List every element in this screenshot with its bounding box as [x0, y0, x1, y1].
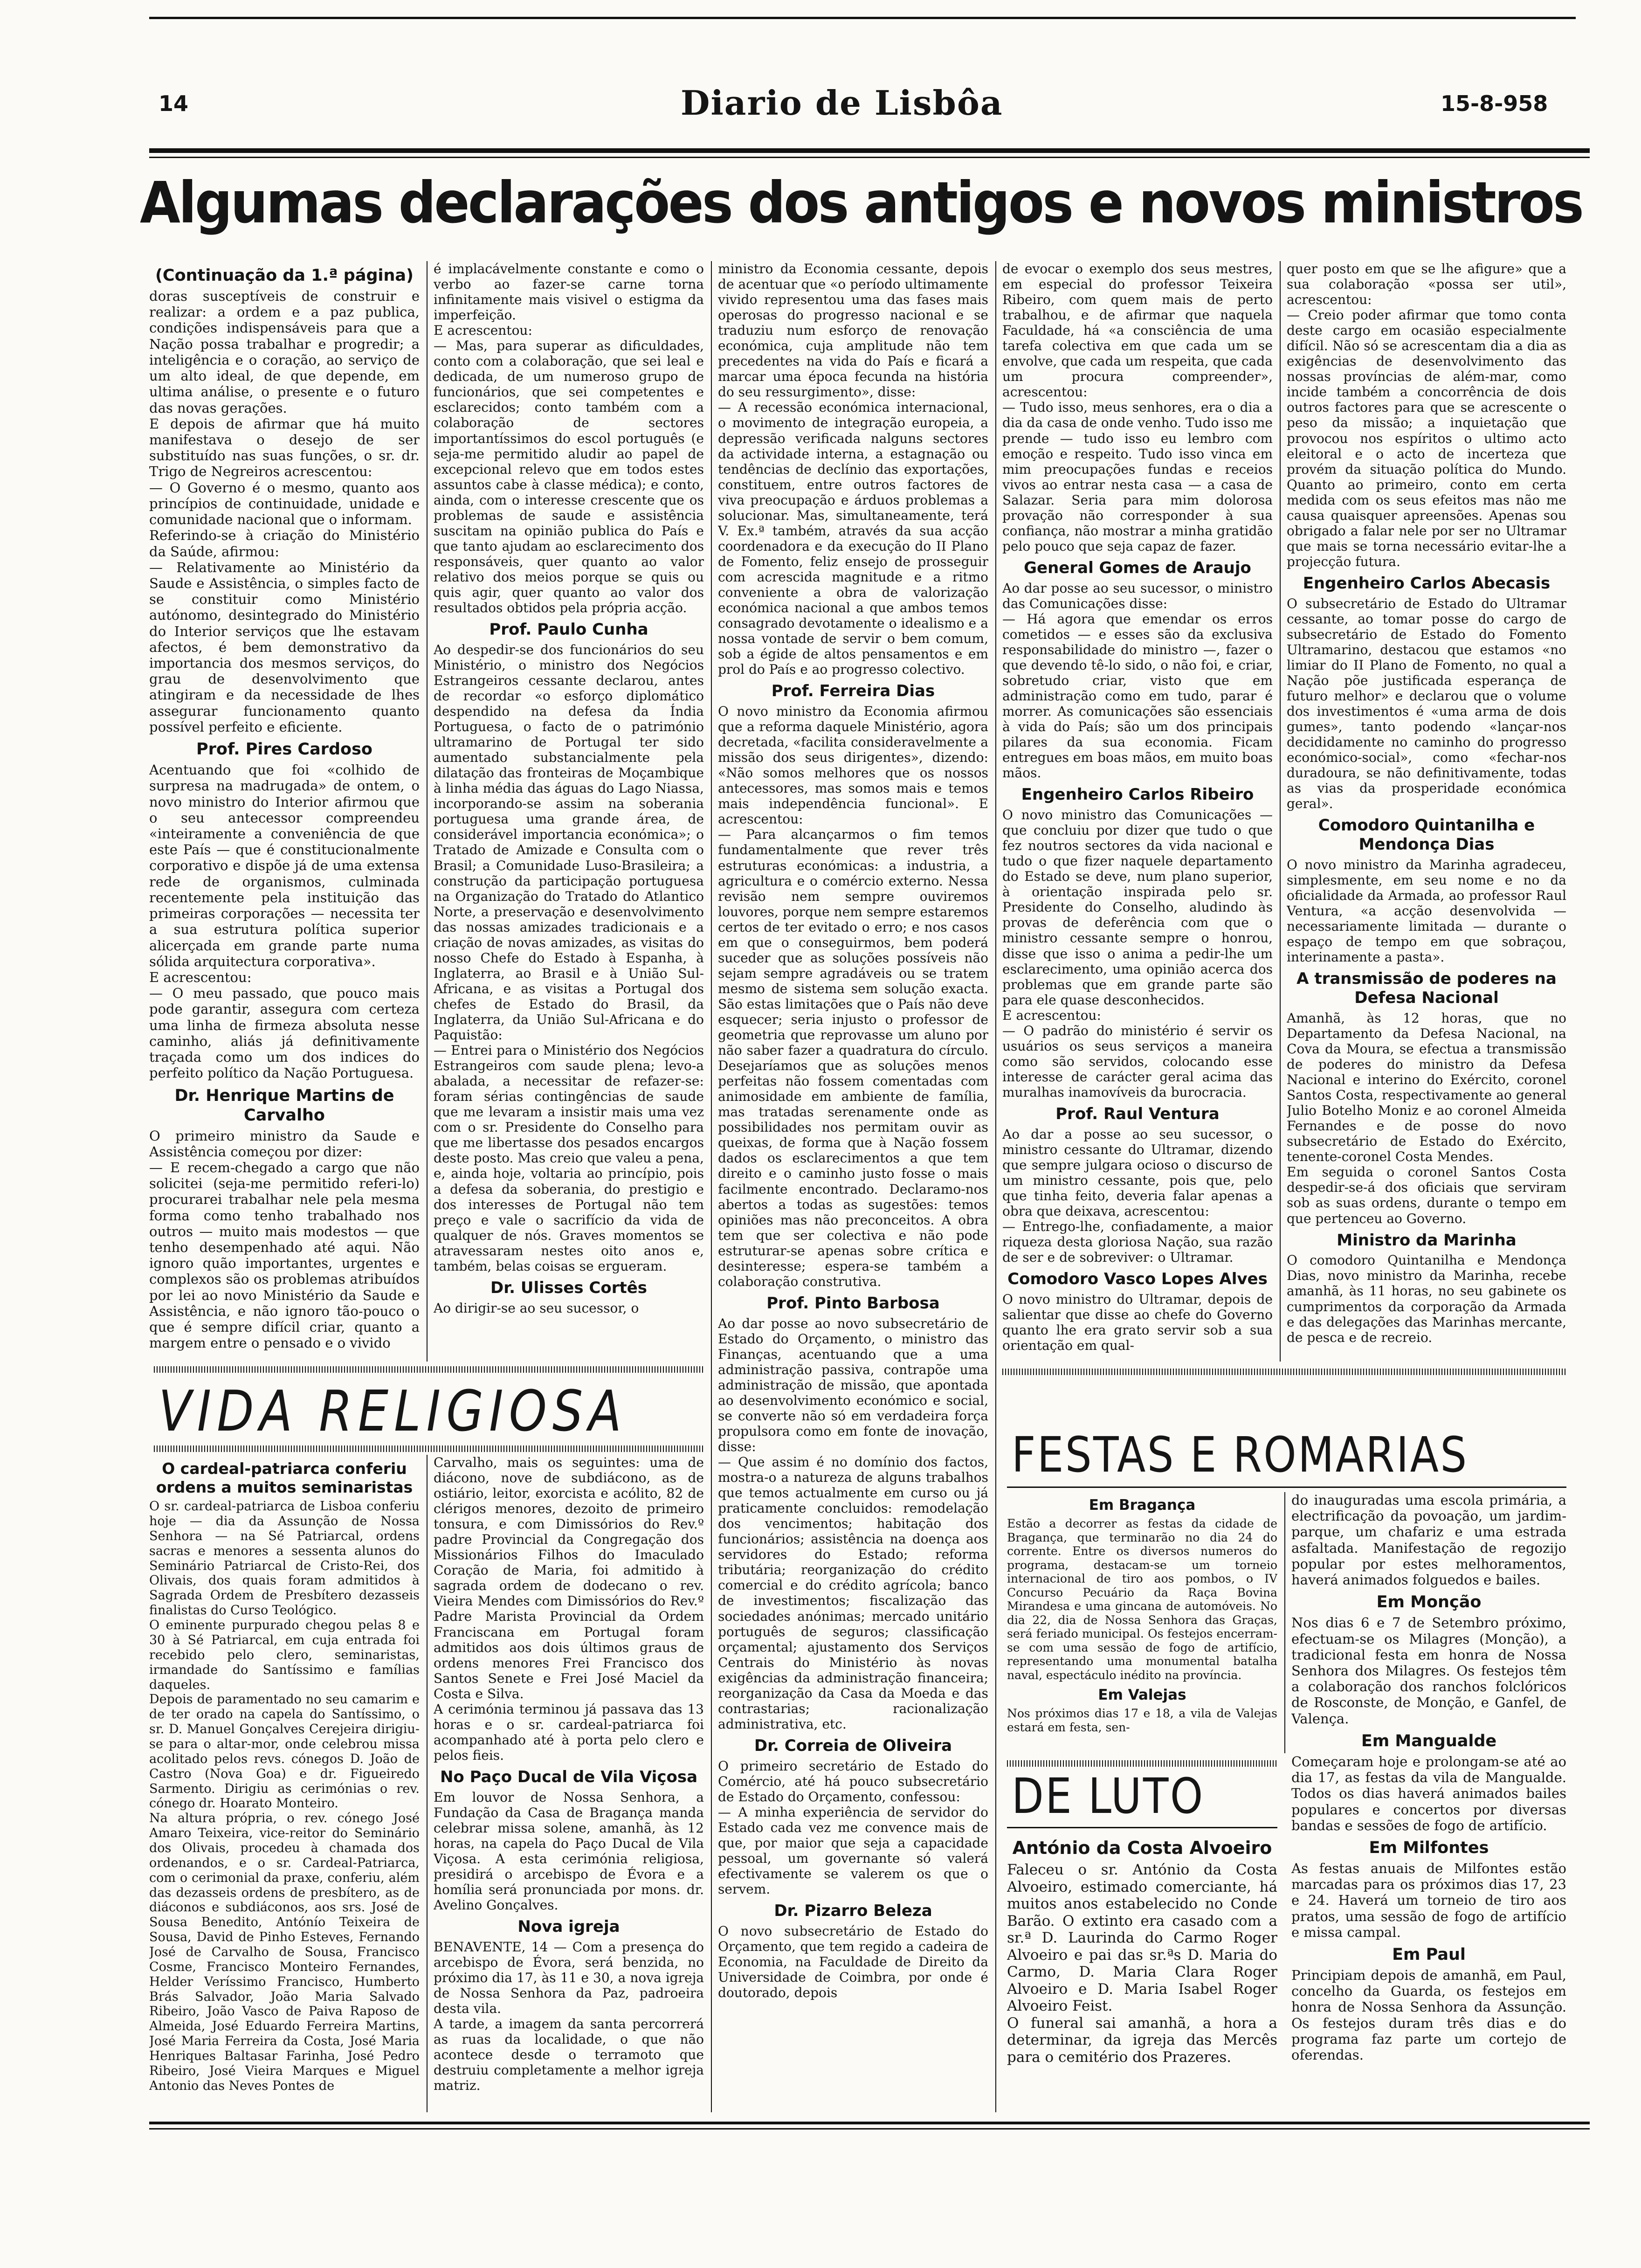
section-subheading: Prof. Pinto Barbosa — [766, 1293, 940, 1313]
article-paragraph: O novo ministro da Marinha agradeceu, simplesmente, em seu nome e no da oficialidade da Armada, ao professor Raul Ventura, «a acção desenvolvida — necessariamente limitada — durante o espaço de tempo em que sobraçou, interinamente a pasta». — [1287, 857, 1566, 965]
festas-col-1 — [1007, 1492, 1277, 1753]
article-paragraph: Começaram hoje e prolongam-se até ao dia 17, as festas da vila de Mangualde. Todos os dias haverá animados bailes populares e concertos por diversas bandas e sessões de fogo de artifício. — [1291, 1753, 1566, 1833]
section-subheading: Prof. Ferreira Dias — [771, 682, 935, 701]
festas-banner: FESTAS E ROMARIAS — [1012, 1426, 1469, 1483]
article-paragraph: O subsecretário de Estado do Ultramar cessante, ao tomar posse do cargo de subsecretário de Estado do Fomento Ultramarino, destacou que estamos «no limiar do II Plano de Fomento, no qual a Nação põe justificada esperança de futuro melhor» e declarou que o volume dos investimentos é «uma arma de dois gumes», tanto podendo «lançar-nos decididamente no caminho do progresso económico-social», como «fechar-nos duradoura, se não definitivamente, todas as vias da prosperidade económica geral». — [1287, 595, 1566, 812]
article-paragraph: BENAVENTE, 14 — Com a presença do arcebispo de Évora, será benzida, no próximo dia 17, às 11 e 30, a nova igreja de Nossa Senhora da Paz, padroeira desta vila. A tarde, a imagem da santa percorrerá as ruas da localidade, o que não acontece desde o terramoto que destruiu completamente a melhor igreja matriz. — [434, 1939, 704, 2094]
article-paragraph: Faleceu o sr. António da Costa Alvoeiro, estimado comerciante, há muitos anos estabelecido no Conde Barão. O extinto era casado com a sr.ª D. Laurinda do Carmo Roger Alvoeiro e pai das sr.ªs D. Maria do Carmo, D. Maria Clara Roger Alvoeiro e D. Maria Isabel Roger Alvoeiro Feist. O funeral sai amanhã, a hora a determinar, da igreja das Mercês para o cemitério dos Prazeres. — [1007, 1861, 1277, 2066]
section-subheading: A transmissão de poderes na Defesa Nacional — [1296, 969, 1557, 1008]
article-paragraph: do inauguradas uma escola primária, a electrificação da povoação, um jardim-parque, um chafariz e uma estrada asfaltada. Manifestação de regozijo popular por estes melhoramentos, haverá animados folguedos e bailes. — [1291, 1492, 1566, 1588]
vida-religiosa-bottom-border — [154, 1445, 704, 1452]
article-paragraph: de evocar o exemplo dos seus mestres, em especial do professor Teixeira Ribeiro, com quem mais de perto trabalhou, e de afirmar que naquela Faculdade, há «a consciência de uma tarefa colectiva em que cada um se envolve, que cada um respeita, que cada um procura compreender», acrescentou: — Tudo isso, meus senhores, era o dia a dia da casa de onde venho. Tudo isso me prende — tudo isso eu lembro com emoção e respeito. Tudo isso vinca em mim preocupações fundas e receios vivos ao entrar nesta casa — a casa de Salazar. Seria para mim dolorosa provação não corresponder à sua confiança, não mostrar a minha gratidão pelo pouco que seja capaz de fazer. — [1002, 261, 1273, 554]
article-paragraph: O primeiro ministro da Saude e Assistência começou por dizer: — E recem-chegado a cargo que não solicitei (seja-me permitido referi-lo) procurarei trabalhar nele pela mesma forma como tenho trabalhado nos outros — muito mais modestos — que tenho desempenhado até aqui. Não ignoro quão importantes, urgentes e complexos são os problemas atribuídos por lei ao novo Ministério da Saude e Assistência, e não ignoro tão-pouco o que é sempre difícil criar, quanto a margem entre o pensado e o vivido — [149, 1127, 420, 1351]
article-paragraph: quer posto em que se lhe afigure» que a sua colaboração «possa ser util», acrescentou: — Creio poder afirmar que tomo conta deste cargo em ocasião especialmente difícil. Não só se acrescentam dia a dia as exigências de desenvolvimento das nossas províncias de além-mar, como incide também a concorrência de dois outros factores para que se acrescente o peso da missão; a inquietação que provocou nos espíritos o ultimo acto eleitoral e o acto de incerteza que provém da situação política do Mundo. Quanto ao primeiro, conto em certa medida com os seus efeitos mas não me causa quaisquer apreensões. Apenas sou obrigado a falar nele por ser no Ultramar que mais se torna necessário evitar-lhe a projecção futura. — [1287, 261, 1566, 569]
newspaper-title: Diario de Lisbôa — [681, 83, 1003, 123]
article-paragraph: O novo ministro da Economia afirmou que a reforma daquele Ministério, agora decretada, «facilita consideravelmente a missão dos seus dirigentes», dizendo: «Não somos melhores que os nossos antecessores, mas somos mais e temos mais independência funcional». E acrescentou: — Para alcançarmos o fim temos fundamentalmente que rever três estruturas económicas: a industria, a agricultura e o comércio externo. Nessa revisão nem sempre ouviremos louvores, porque nem sempre estaremos certos de ter evitado o erro; e nos casos em que o conseguirmos, bem poderá suceder que as soluções possíveis não sejam sempre agradáveis ou se tratem mesmo de sistema sem solução exacta. São estas limitações que o País não deve esquecer; seria injusto o professor de geometria que reprovasse um aluno por não saber fazer a quadratura do círculo. Desejaríamos que as soluções menos perfeitas não fossem comentadas com animosidade em ambiente de família, mas tratadas serenamente onde as possibilidades nos permitam ouvir as queixas, de forma que à Nação fossem dados os esclarecimentos a que tem direito e o caminho justo fosse o mais facilmente encontrado. Declaramo-nos abertos a todas as sugestões: temos opiniões mas não preconceitos. A obra tem que ser colectiva e não pode estruturar-se apenas sobre crítica e desinteresse; espera-se também a colaboração construtiva. — [718, 704, 988, 1289]
section-subheading: Prof. Paulo Cunha — [489, 620, 648, 639]
article-paragraph: Ao dirigir-se ao seu sucessor, o — [434, 1300, 639, 1316]
vida-religiosa-top-border — [154, 1366, 704, 1373]
article-paragraph: O novo ministro das Comunicações — que concluiu por dizer que tudo o que fez noutros sectores da vida nacional e tudo o que fizer naquele departamento do Estado se deve, num plano superior, à orientação inspirada pelo sr. Presidente do Conselho, aludindo às provas de deferência com que o ministro cessante sempre o honrou, disse que isso o anima a pedir-lhe um esclarecimento, uma opinião acerca dos problemas que em grande parte são para ele quase desconhecidos. E acrescentou: — O padrão do ministério é servir os usuários os seus serviços a maneira como são servidos, colocando esse interesse de carácter geral acima das muralhas inamovíveis da burocracia. — [1002, 807, 1273, 1100]
section-subheading: Em Monção — [1376, 1593, 1482, 1612]
page-number: 14 — [159, 91, 189, 116]
article-paragraph: O novo ministro do Ultramar, depois de salientar que disse ao chefe do Governo quanto lhe era grato servir sob a sua orientação em qual- — [1002, 1292, 1273, 1354]
section-subheading: António da Costa Alvoeiro — [1012, 1838, 1272, 1858]
section-subheading: Prof. Raul Ventura — [1055, 1104, 1220, 1123]
luto-underline — [1007, 1827, 1277, 1828]
main-col-4 — [1002, 261, 1273, 1362]
article-paragraph: Nos próximos dias 17 e 18, a vila de Valejas estará em festa, sen- — [1007, 1707, 1277, 1734]
article-paragraph: O novo subsecretário de Estado do Orçamento, que tem regido a cadeira de Economia, na Faculdade de Direito da Universidade de Coimbra, por onde é doutorado, depois — [718, 1923, 988, 2001]
main-col-5 — [1287, 261, 1566, 1362]
section-subheading: Em Paul — [1392, 1945, 1466, 1964]
luto-top-border — [1007, 1760, 1277, 1767]
religiosa-col-1 — [149, 1455, 420, 2112]
section-subheading: No Paço Ducal de Vila Viçosa — [440, 1767, 698, 1786]
section-subheading: Ministro da Marinha — [1337, 1231, 1517, 1250]
article-paragraph: doras susceptíveis de construir e realizar: a ordem e a paz publica, condições indispensáveis para que a Nação possa trabalhar e progredir; a inteligência e o coração, ao serviço de um alto ideal, de que depende, em ultima análise, o presente e o futuro das novas gerações. E depois de afirmar que há muito manifestava o desejo de ser substituído nas suas funções, o sr. dr. Trigo de Negreiros acrescentou: — O Governo é o mesmo, quanto aos princípios de continuidade, unidade e comunidade nacional que o informam. Referindo-se à criação do Ministério da Saúde, afirmou: — Relativamente ao Ministério da Saude e Assistência, o simples facto de se constituir como Ministério autónomo, desintegrado do Ministério do Interior serviços que lhe estavam afectos, é bem demonstrativo da importancia dos mesmos serviços, do grau de desenvolvimento que atingiram e da necessidade de lhes assegurar funcionamento quanto possível perfeito e eficiente. — [149, 288, 420, 735]
article-paragraph: O sr. cardeal-patriarca de Lisboa conferiu hoje — dia da Assunção de Nossa Senhora — na Sé Patriarcal, ordens sacras e menores a sessenta alunos do Seminário Patriarcal de Cristo-Rei, dos Olivais, dos quais foram admitidos à Sagrada Ordem de Presbítero dezasseis finalistas do Curso Teológico. O eminente purpurado chegou pelas 8 e 30 à Sé Patriarcal, em cuja entrada foi recebido pelo clero, seminaristas, irmandade do Santíssimo e famílias daqueles. Depois de paramentado no seu camarim e de ter orado na capela do Santíssimo, o sr. D. Manuel Gonçalves Cerejeira dirigiu-se para o altar-mor, onde celebrou missa acolitado pelos revs. cónegos D. João de Castro (Nova Goa) e dr. Figueiredo Sarmento. Dirigiu as cerimónias o rev. cónego dr. Hoarato Monteiro. Na altura própria, o rev. cónego José Amaro Teixeira, vice-reitor do Seminário dos Olivais, procedeu à chamada dos ordenandos, e o sr. Cardeal-Patriarca, com o cerimonial da praxe, conferiu, além das dezasseis ordens de presbítero, as de diáconos e subdiáconos, aos srs. José de Sousa Benedito, Antónío Teixeira de Sousa, David de Pinho Esteves, Fernando José de Carvalho de Sousa, Francisco Cosme, Francisco Monteiro Fernandes, Helder Veríssimo Francisco, Humberto Brás Salvador, João Maria Salvado Ribeiro, João Vasco de Paiva Raposo de Almeida, José Eduardo Ferreira Martins, José Maria Ferreira da Costa, José Maria Henriques Baltasar Farinha, José Pedro Ribeiro, José Vieira Marques e Miguel Antonio das Neves Pontes de — [149, 1499, 420, 2093]
festas-underline — [1007, 1487, 1566, 1488]
section-subheading: Em Milfontes — [1369, 1838, 1489, 1857]
section-subheading: (Continuação da 1.ª página) — [155, 266, 414, 285]
article-paragraph: Ao dar posse ao seu sucessor, o ministro das Comunicações disse: — Há agora que emendar os erros cometidos — e esses são da exclusiva responsabilidade do ministro —, fazer o que devendo tê-lo sido, o não foi, e criar, sobretudo criar, visto que em administração como em tudo, parar é morrer. As comunicações são essenciais à vida do País; são um dos principais pilares da sua economia. Ficam entregues em boas mãos, em muito boas mãos. — [1002, 580, 1273, 781]
festas-top-border — [1002, 1369, 1566, 1375]
luto-banner: DE LUTO — [1012, 1768, 1205, 1825]
column-rule — [995, 261, 996, 2112]
section-subheading: Em Mangualde — [1361, 1731, 1497, 1750]
main-col-3 — [718, 261, 988, 2112]
section-subheading: O cardeal-patriarca conferiu ordens a muitos seminaristas — [156, 1459, 413, 1496]
article-paragraph: Carvalho, mais os seguintes: uma de diácono, nove de subdiácono, as de ostiário, leitor, exorcista e acólito, 82 de clérigos menores, dezoito de primeiro tonsura, e com Dimissórios do Rev.º padre Provincial da Congregação dos Missionários Filhos do Imaculado Coração de Maria, foi admitido à sagrada ordem de dodecano o rev. Vieira Mendes com Dimissórios do Rev.º Padre Marista Provincial da Ordem Franciscana em Portugal foram admitidos aos dois últimos graus de ordens menores Frei Francisco dos Santos Senete e Frei José Maciel da Costa e Silva. A cerimónia terminou já passava das 13 horas e o sr. cardeal-patriarca foi acompanhado até à porta pelo clero e pelos fieis. — [434, 1455, 704, 1763]
bottom-rule-thick — [149, 2122, 1590, 2124]
section-subheading: Prof. Pires Cardoso — [196, 740, 372, 759]
luto-col — [1007, 1832, 1277, 2112]
article-paragraph: Ao dar a posse ao seu sucessor, o ministro cessante do Ultramar, dizendo que sempre julgara ocioso o discurso de um ministro cessante, pois que, pelo que tinha feito, deveria falar apenas a obra que deixava, acrescentou: — Entrego-lhe, confiadamente, a maior riqueza desta gloriosa Nação, sua razão de ser e de sobreviver: o Ultramar. — [1002, 1126, 1273, 1265]
main-col-1 — [149, 261, 420, 1362]
section-subheading: Dr. Ulisses Cortês — [490, 1278, 648, 1297]
top-rule — [149, 17, 1576, 19]
masthead-rule-thin — [149, 157, 1590, 158]
section-subheading: Comodoro Quintanilha e Mendonça Dias — [1318, 816, 1535, 854]
column-rule — [711, 261, 712, 2112]
article-paragraph: é implacávelmente constante e como o verbo ao fazer-se carne torna infinitamente mais visivel o estigma da imperfeição. E acrescentou: — Mas, para superar as dificuldades, conto com a colaboração, que sei leal e dedicada, de um numeroso grupo de funcionários, que sei competentes e esclarecidos; conto também com a colaboração de sectores importantíssimos do escol português (e seja-me permitido aludir ao papel de excepcional relevo que em todos estes assuntos cabe à classe médica); e conto, ainda, com o interesse crescente que os problemas de saude e assistência suscitam na opinião publica do País e que tanto ajudam ao esclarecimento dos responsáveis, quer quanto ao valor relativo dos meios porque se quis ou quis agir, quer quanto ao valor dos resultados obtidos pela própria acção. — [434, 261, 704, 616]
section-subheading: Engenheiro Carlos Abecasis — [1303, 574, 1551, 593]
article-paragraph: Ao despedir-se dos funcionários do seu Ministério, o ministro dos Negócios Estrangeiros cessante declarou, antes de recordar «o esforço diplomático despendido na defesa da Índia Portuguesa, o facto de o património ultramarino de Portugal ter sido aumentado substancialmente pela dilatação das fronteiras de Moçambique à linha média das águas do Lago Niassa, incorporando-se assim na soberania portuguesa uma grande área, de considerável importancia económica»; o Tratado de Amizade e Consulta com o Brasil; a Comunidade Luso-Brasileira; a construção da participação portuguesa na Organização do Tratado do Atlantico Norte, a preservação e desenvolvimento das nossas amizades tradicionais e a criação de novas amizades, as visitas do nosso Chefe do Estado à Espanha, à Inglaterra, ao Brasil e à União Sul-Africana, e as visitas a Portugal dos chefes de Estado do Brasil, da Inglaterra, da União Sul-Africana e do Paquistão: — Entrei para o Ministério dos Negócios Estrangeiros com saude plena; levo-a abalada, a necessitar de refazer-se: foram sérias contingências de saude que me levaram a insistir mais uma vez com o sr. Presidente do Conselho para que me libertasse dos pesados encargos deste posto. Mas creio que valeu a pena, e, ainda hoje, voltaria ao princípio, pois a defesa da soberania, do prestigio e dos interesses de Portugal não tem preço e vale o sacrifício da vida de qualquer de nós. Graves momentos se atravessaram nestes oito anos e, também, belas coisas se ergueram. — [434, 642, 704, 1274]
section-subheading: Em Valejas — [1098, 1687, 1186, 1704]
section-subheading: General Gomes de Araujo — [1024, 558, 1251, 577]
bottom-rule-thin — [149, 2128, 1590, 2130]
article-paragraph: As festas anuais de Milfontes estão marcadas para os próximos dias 17, 23 e 24. Haverá um torneio de tiro aos pratos, uma sessão de fogo de artifício e missa campal. — [1291, 1860, 1566, 1940]
section-subheading: Nova igreja — [517, 1917, 620, 1936]
article-paragraph: Acentuando que foi «colhido de surpresa na madrugada» de ontem, o novo ministro do Interior afirmou que o seu antecessor compreendeu «inteiramente a conveniência de que este País — que é constitucionalmente corporativo e dispõe já de uma extensa rede de organismos, culminada recentemente pela instituição das primeiras corporações — necessita ter a sua estrutura política superior alicerçada em grande parte numa sólida arquitectura corporativa». E acrescentou: — O meu passado, que pouco mais pode garantir, assegura com certeza uma linha de firmeza absoluta nesse caminho, aliás já definitivamente traçada como um dos indices do perfeito político da Nação Portuguesa. — [149, 762, 420, 1081]
section-subheading: Dr. Pizarro Beleza — [774, 1902, 932, 1921]
article-paragraph: ministro da Economia cessante, depois de acentuar que «o período ultimamente vivido representou uma das fases mais operosas do progresso nacional e se traduziu num esforço de renovação económica, cuja amplitude não tem precedentes na vida do País e ficará a marcar uma época fecunda na história do seu ressurgimento», disse: — A recessão económica internacional, o movimento de integração europeia, a depressão verificada nalguns sectores da actividade interna, a estagnação ou tendências de declínio das exportações, constituem, entre outros factores de viva preocupação e árduos problemas a solucionar. Mas, simultaneamente, terá V. Ex.ª também, através da sua acção coordenadora e da execução do II Plano de Fomento, feliz ensejo de prosseguir com acrescida magnitude e a ritmo conveniente a obra de valorização económica nacional a que ambos temos consagrado devotamente o idealismo e a nossa vontade de servir o bem comum, sob a égide de altos pensamentos e em prol do País e ao progresso colectivo. — [718, 261, 988, 678]
article-paragraph: Principiam depois de amanhã, em Paul, concelho da Guarda, os festejos em honra de Nossa Senhora da Assunção. Os festejos duram três dias e do programa faz parte um cortejo de oferendas. — [1291, 1967, 1566, 2063]
issue-date: 15-8-958 — [1441, 91, 1548, 116]
festas-col-2 — [1291, 1492, 1566, 2112]
article-paragraph: O comodoro Quintanilha e Mendonça Dias, novo ministro da Marinha, recebe amanhã, às 11 horas, no seu gabinete os cumprimentos da corporação da Armada e das delegações das Marinhas mercante, de pesca e de recreio. — [1287, 1252, 1566, 1345]
main-col-2 — [434, 261, 704, 1362]
section-subheading: Engenheiro Carlos Ribeiro — [1021, 785, 1254, 804]
religiosa-col-2 — [434, 1455, 704, 2112]
masthead-rule-thick — [149, 148, 1590, 153]
column-rule — [1284, 1492, 1285, 1753]
main-headline: Algumas declarações dos antigos e novos ministros — [140, 170, 1583, 236]
article-paragraph: Estão a decorrer as festas da cidade de Bragança, que terminarão no dia 24 do corrente. Entre os diversos numeros do programa, destacam-se um torneio internacional de tiro aos pombos, o IV Concurso Pecuário da Raça Bovina Mirandesa e uma gincana de automóveis. No dia 22, dia de Nossa Senhora das Graças, será feriado municipal. Os festejos encerram-se com uma sessão de fogo de artifício, representando uma monumental batalha naval, espectáculo inédito na província. — [1007, 1517, 1277, 1682]
article-paragraph: Nos dias 6 e 7 de Setembro próximo, efectuam-se os Milagres (Monção), a tradicional festa em honra de Nossa Senhora dos Milagres. Os festejos têm a colaboração dos ranchos folclóricos de Rosconste, de Monção, e Ganfel, de Valença. — [1291, 1615, 1566, 1727]
vida-religiosa-banner: VIDA RELIGIOSA — [159, 1379, 627, 1444]
article-paragraph: Ao dar posse ao novo subsecretário de Estado do Orçamento, o ministro das Finanças, acentuando que a uma administração passiva, contrapõe uma administração de missão, que apontada ao desenvolvimento económico e social, se converte não só em verdadeira força propulsora como em fonte de inovação, disse: — Que assim é no domínio dos factos, mostra-o a natureza de alguns trabalhos que temos actualmente em curso ou já praticamente concluidos: remodelação dos vencimentos; habitação dos funcionários; assistência na doença aos servidores do Estado; reforma tributária; reorganização do crédito comercial e do crédito agrícola; banco de investimentos; fiscalização das sociedades anónimas; mercado unitário português de seguros; classificação orçamental; ajustamento dos Serviços Centrais do Ministério às novas exigências da administração financeira; reorganização da Casa da Moeda e das contrastarias; racionalização administrativa, etc. — [718, 1315, 988, 1732]
article-paragraph: O primeiro secretário de Estado do Comércio, até há pouco subsecretário de Estado do Orçamento, confessou: — A minha experiência de servidor do Estado cada vez me convence mais de que, por maior que seja a capacidade pessoal, um governante só valerá efectivamente se valerem os que o servem. — [718, 1758, 988, 1897]
column-rule — [1280, 261, 1281, 1362]
article-paragraph: Em louvor de Nossa Senhora, a Fundação da Casa de Bragança manda celebrar missa solene, amanhã, às 12 horas, na capela do Paço Ducal de Vila Viçosa. A esta cerimónia religiosa, presidirá o arcebispo de Évora e a homília será pronunciada por mons. dr. Avelino Gonçalves. — [434, 1789, 704, 1913]
section-subheading: Comodoro Vasco Lopes Alves — [1007, 1270, 1268, 1289]
section-subheading: Dr. Correia de Oliveira — [754, 1736, 952, 1755]
section-subheading: Em Bragança — [1089, 1497, 1196, 1514]
section-subheading: Dr. Henrique Martins de Carvalho — [174, 1086, 394, 1125]
article-paragraph: Amanhã, às 12 horas, que no Departamento da Defesa Nacional, na Cova da Moura, se efectua a transmissão de poderes do ministro da Defesa Nacional e interino do Exército, coronel Santos Costa, respectivamente ao general Julio Botelho Moniz e ao coronel Almeida Fernandes e de posse do novo subsecretário de Estado do Exército, tenente-coronel Costa Mendes. Em seguida o coronel Santos Costa despedir-se-á dos oficiais que serviram sob as suas ordens, durante o tempo em que pertenceu ao Governo. — [1287, 1010, 1566, 1226]
